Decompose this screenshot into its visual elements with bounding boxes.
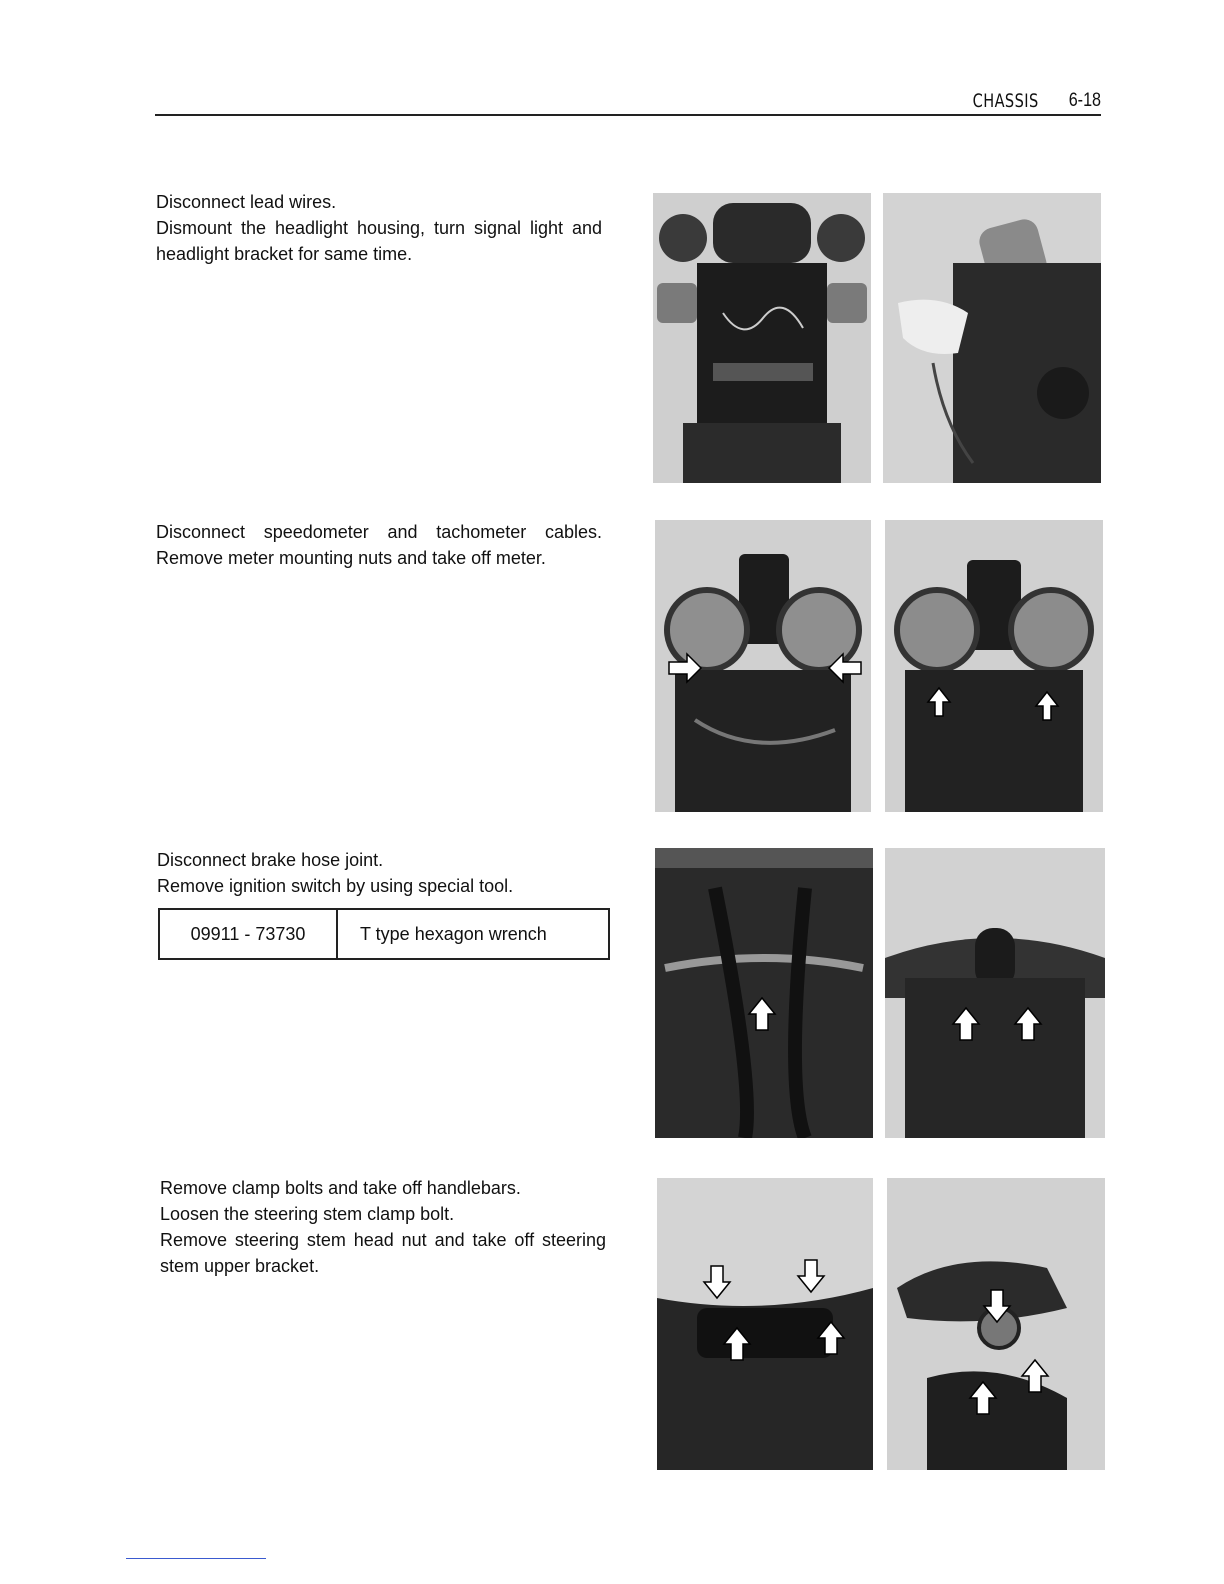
step-2-line-1: Disconnect speedometer and tachometer cables. Remove meter mounting nuts and take off meter.	[156, 522, 602, 568]
step-4-line-3: Remove steering stem head nut and take off steering stem upper bracket.	[160, 1230, 606, 1276]
photo-headlight-side	[883, 193, 1101, 483]
step-3-line-2: Remove ignition switch by using special tool.	[157, 876, 514, 896]
step-1-text	[156, 189, 602, 267]
tool-name: T type hexagon wrench	[360, 923, 547, 944]
photo-stem-head-nut	[887, 1178, 1105, 1470]
tool-code: 09911 - 73730	[160, 910, 338, 958]
step-1-line-2: Dismount the headlight housing, turn signal light and headlight bracket for same time.	[156, 218, 602, 264]
photo-brake-hose	[655, 848, 873, 1138]
step-4-line-2: Loosen the steering stem clamp bolt.	[160, 1204, 455, 1224]
step-4-text	[160, 1175, 606, 1279]
photo-ignition-switch	[885, 848, 1105, 1138]
step-4-line-1: Remove clamp bolts and take off handlebars.	[160, 1178, 521, 1198]
step-1-line-1: Disconnect lead wires.	[156, 192, 337, 212]
page-header	[155, 88, 1101, 116]
photo-handlebar-clamps	[657, 1178, 873, 1470]
photo-meter-nuts	[885, 520, 1103, 812]
photo-meter-cables	[655, 520, 871, 812]
step-3-text	[157, 847, 603, 899]
footer-rule	[126, 1558, 266, 1559]
step-3-line-1: Disconnect brake hose joint.	[157, 850, 384, 870]
page-number: 6-18	[1068, 90, 1101, 111]
special-tool-table	[158, 908, 610, 960]
photo-headlight-front	[653, 193, 871, 483]
step-2-text	[156, 519, 602, 571]
section-title: CHASSIS	[973, 90, 1039, 112]
